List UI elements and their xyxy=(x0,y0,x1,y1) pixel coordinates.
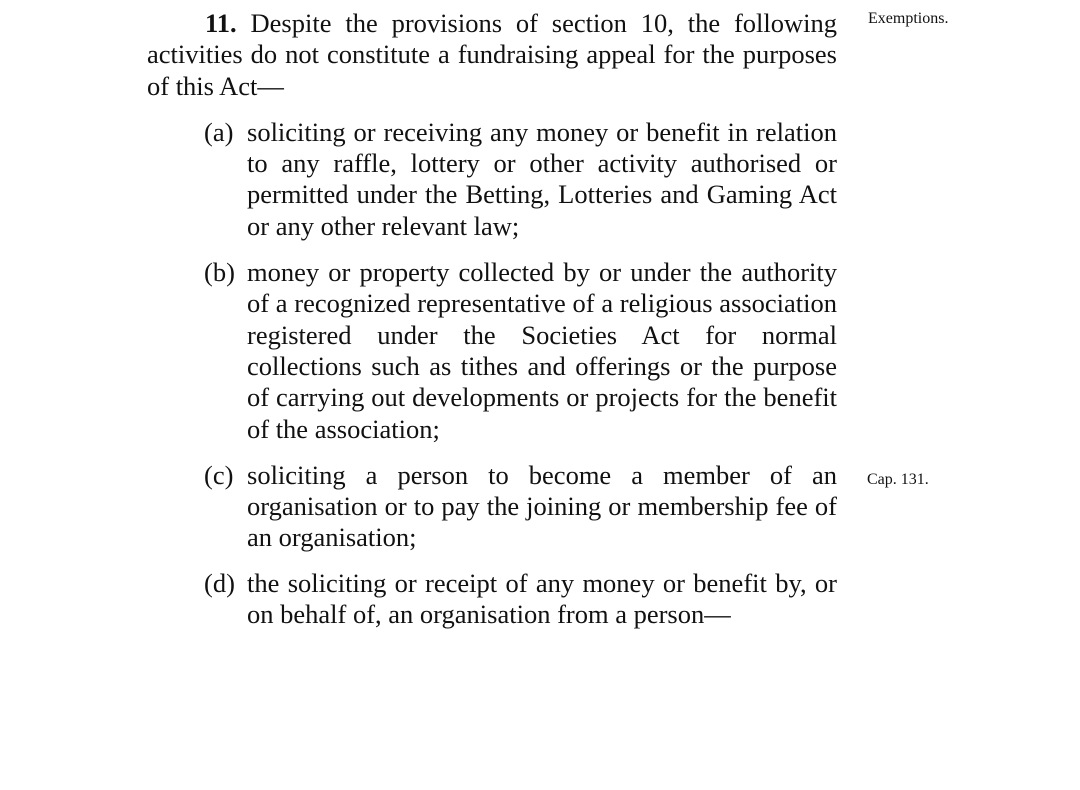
list-item-a xyxy=(147,117,837,242)
item-text-a: soliciting or receiving any money or benefit in relation to any raffle, lottery or other activity authorised or permitted under the Betting, Lotteries and Gaming Act or any other relevant law; xyxy=(247,116,837,241)
section-intro-text: Despite the provisions of section 10, the following activities do not constitute a fundraising appeal for the purposes of this Act— xyxy=(147,8,837,101)
list-item-c xyxy=(147,460,837,554)
item-text-b: money or property collected by or under the authority of a recognized representative of a religious association registered under the Societies Act for normal collections such as tithes and offerings or the purpose of carrying out developments or projects for the benefit of the association; xyxy=(247,257,837,444)
list-item-d xyxy=(147,568,837,631)
margin-note-cap-131: Cap. 131. xyxy=(867,471,929,488)
item-label-a: (a) xyxy=(204,116,234,147)
section-body xyxy=(147,8,837,630)
item-label-d: (d) xyxy=(204,567,235,598)
item-label-c: (c) xyxy=(204,459,234,490)
item-label-b: (b) xyxy=(204,257,235,288)
section-11-paragraph xyxy=(147,8,837,102)
item-text-c: soliciting a person to become a member of an organisation or to pay the joining or membership fee of an organisation; xyxy=(247,459,837,553)
margin-note-exemptions: Exemptions. xyxy=(868,10,949,27)
list-item-b xyxy=(147,257,837,445)
item-text-d: the soliciting or receipt of any money or benefit by, or on behalf of, an organisation from a person— xyxy=(247,567,837,630)
section-number: 11. xyxy=(205,8,237,38)
